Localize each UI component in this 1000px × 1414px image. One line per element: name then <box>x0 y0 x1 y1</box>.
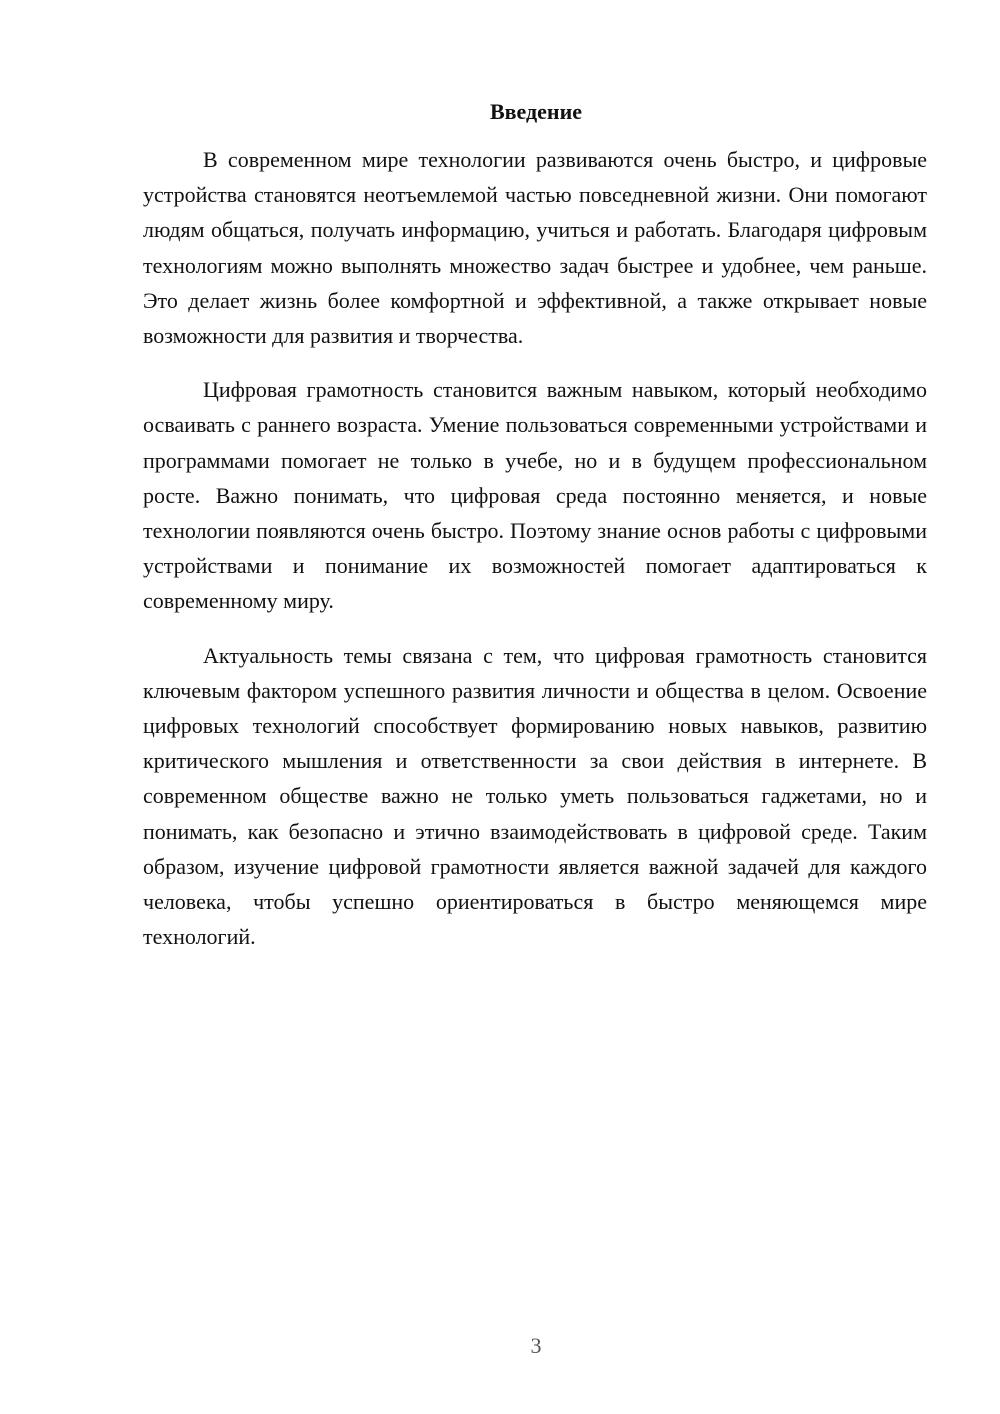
body-text <box>143 142 927 973</box>
paragraph-3: Актуальность темы связана с тем, что цифровая грамотность становится ключевым фактором успешного развития личности и общества в целом. Освоение цифровых технологий способствует формированию новых навыков, развитию критического мышления и ответственности за свои действия в интернете. В современном обществе важно не только уметь пользоваться гаджетами, но и понимать, как безопасно и этично взаимодействовать в цифровой среде. Таким образом, изучение цифровой грамотности является важной задачей для каждого человека, чтобы успешно ориентироваться в быстро меняющемся мире технологий. <box>143 642 927 950</box>
paragraph-1: В современном мире технологии развиваются очень быстро, и цифровые устройства становятся неотъемлемой частью повседневной жизни. Они помогают людям общаться, получать информацию, учиться и работать. Благодаря цифровым технологиям можно выполнять множество задач быстрее и удобнее, чем раньше. Это делает жизнь более комфортной и эффективной, а также открывает новые возможности для развития и творчества. <box>143 147 927 349</box>
page-number: 3 <box>530 1333 542 1358</box>
section-heading: Введение <box>489 99 583 124</box>
paragraph-2: Цифровая грамотность становится важным навыком, который необходимо осваивать с раннего возраста. Умение пользоваться современными устройствами и программами помогает не только в учебе, но и в будущем профессиональном росте. Важно понимать, что цифровая среда постоянно меняется, и новые технологии появляются очень быстро. Поэтому знание основ работы с цифровыми устройствами и понимание их возможностей помогает адаптироваться к современному миру. <box>143 377 927 614</box>
